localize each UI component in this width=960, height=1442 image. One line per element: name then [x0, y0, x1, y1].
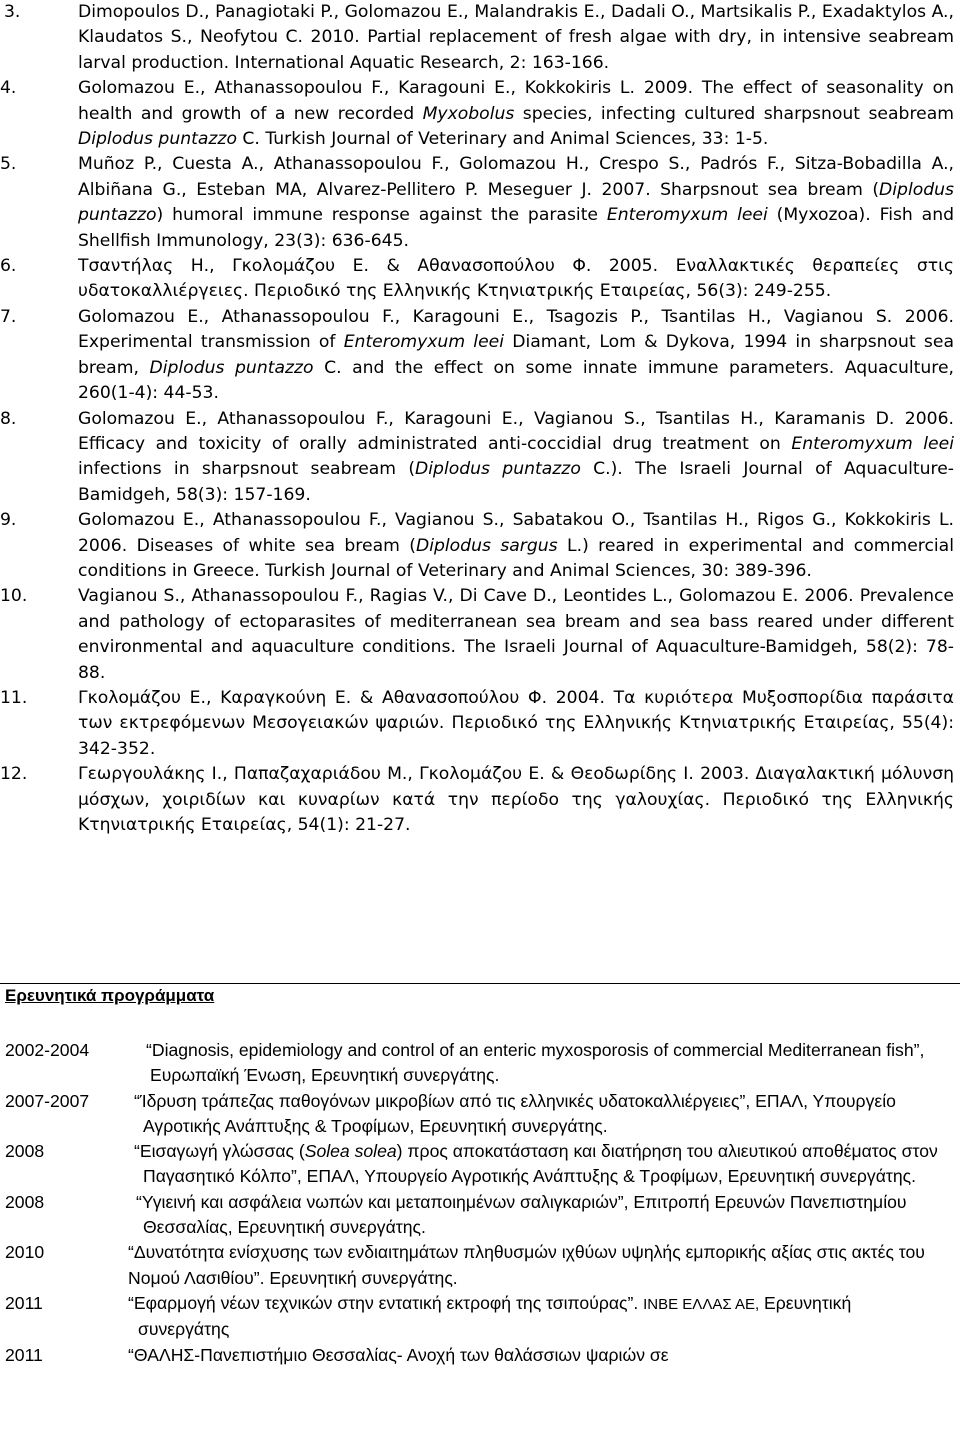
project-years: 2011 [5, 1344, 43, 1365]
italic-text: Enteromyxum leei [791, 433, 954, 454]
project-item [0, 1291, 960, 1343]
text-run: “Εισαγωγή γλώσσας ( [134, 1141, 305, 1162]
text-run: Vagianou S., Athanassopoulou F., Ragias V., Di Cave D., Leontides L., Golomazou E. 2006. Prevalence and pathology of ectoparasites of mediterranean sea bream and sea bass reared under different environmental and aquaculture conditions. The Israeli Journal of Aquaculture-Bamidgeh, 58(2): 78-88. [78, 586, 954, 683]
text-run: Γκολομάζου Ε., Καραγκούνη Ε. & Αθανασοπούλου Φ. 2004. Τα κυριότερα Μυξοσπορίδια παράσιτα των εκτρεφόμενων Μεσογειακών ψαριών. Περιοδικό της Ελληνικής Κτηνιατρικής Εταιρείας, 55(4): 342-352. [78, 687, 954, 759]
text-run: C. Turkish Journal of Veterinary and Animal Sciences, 33: 1-5. [236, 129, 769, 150]
text-run: infections in sharpsnout seabream ( [78, 459, 416, 480]
project-description [134, 1089, 942, 1140]
text-run: species, infecting cultured sharpsnout seabream [514, 103, 954, 124]
reference-text [78, 2, 954, 73]
project-item [0, 1343, 960, 1368]
reference-item [0, 76, 960, 152]
project-years: 2008 [5, 1141, 45, 1162]
project-item [0, 1038, 960, 1089]
reference-item [0, 152, 960, 254]
reference-text [78, 409, 954, 505]
italic-text: Solea solea [304, 1141, 397, 1162]
text-run: Γεωργουλάκης Ι., Παπαζαχαριάδου Μ., Γκολομάζου Ε. & Θεοδωρίδης Ι. 2003. Διαγαλακτική μόλυνση μόσχων, χοιριδίων και κυναρίων κατά την περίοδο της γαλουχίας. Περιοδικό της Ελληνικής Κτηνιατρικής Εταιρείας, 54(1): 21-27. [78, 764, 954, 835]
project-description [136, 1190, 942, 1241]
section-divider [0, 983, 960, 984]
reference-text [78, 688, 954, 759]
italic-text: Diplodus puntazzo [78, 129, 237, 150]
section-title: Ερευνητικά προγράμματα [5, 986, 215, 1005]
project-description [134, 1139, 942, 1190]
reference-text [78, 256, 954, 301]
italic-text: Myxobolus [422, 103, 515, 124]
project-years: 2002-2004 [5, 1040, 90, 1060]
reference-text [78, 764, 954, 835]
italic-text: Enteromyxum leei [343, 332, 504, 353]
reference-item [0, 305, 960, 407]
reference-text [78, 78, 954, 149]
italic-text: Diplodus puntazzo [78, 179, 954, 226]
reference-number: 12. [0, 764, 28, 785]
reference-number: 7. [0, 306, 17, 327]
text-run: “Υγιεινή και ασφάλεια νωπών και μεταποιημένων σαλιγκαριών”, Επιτροπή Ερευνών Πανεπιστημίου Θεσσαλίας, Ερευνητική συνεργάτης. [136, 1191, 907, 1238]
project-item [0, 1190, 960, 1241]
text-run: Golomazou E., Athanassopoulou F., Vagianou S., Sabatakou O., Tsantilas H., Rigos G., Kokkokiris L. 2006. Diseases of white sea bream ( [78, 510, 954, 556]
reference-number: 6. [0, 256, 17, 277]
reference-item [0, 762, 960, 838]
text-run: C.). The Israeli Journal of Aquaculture-Bamidgeh, 58(3): 157-169. [78, 459, 954, 505]
reference-item [0, 254, 960, 305]
text-run: Dimopoulos D., Panagiotaki P., Golomazou E., Malandrakis E., Dadali O., Martsikalis P., Exadaktylos A., Klaudatos S., Neofytou C. 2010. Partial replacement of fresh algae with dry, in intensive seabream larval production. International Aquatic Research, 2: 163-166. [78, 2, 954, 73]
text-run: (Myxozoa). Fish and Shellfish Immunology, 23(3): 636-645. [78, 205, 954, 251]
text-run: Ερευνητική συνεργάτης [138, 1292, 852, 1340]
reference-text [78, 307, 954, 403]
text-run: “ΘΑΛΗΣ-Πανεπιστήμιο Θεσσαλίας- Ανοχή των θαλάσσιων ψαριών σε [128, 1344, 669, 1365]
project-years: 2007-2007 [5, 1090, 90, 1111]
text-run: C. and the effect on some innate immune parameters. Aquaculture, 260(1-4): 44-53. [78, 357, 955, 404]
text-run: INBE ΕΛΛΑΣ ΑΕ, [643, 1295, 760, 1313]
text-run: Muñoz P., Cuesta A., Athanassopoulou F., Golomazou H., Crespo S., Padrós F., Sitza-Bobadilla A., Albiñana G., Esteban MA, Alvarez-Pellitero P. Meseguer J. 2007. Sharpsnout sea bream ( [78, 154, 954, 200]
italic-text: Diplodus puntazzo [415, 459, 581, 480]
text-run: ) προς αποκατάσταση και διατήρηση του αλιευτικού αποθέματος στον Παγασητικό Κόλπο”, ΕΠΑΛ, Υπουργείο Αγροτικής Ανάπτυξης & Τροφίμων, Ερευνητική συνεργάτης. [143, 1141, 938, 1187]
reference-number: 9. [0, 510, 17, 531]
project-years: 2010 [5, 1242, 45, 1263]
reference-item [0, 407, 960, 509]
reference-item [0, 0, 960, 76]
text-run: Golomazou E., Athanassopoulou F., Karagouni E., Vagianou S., Tsantilas H., Karamanis D. 2006. Efficacy and toxicity of orally administrated anti-coccidial drug treatment on [78, 408, 954, 454]
reference-number: 11. [0, 687, 28, 708]
project-item [0, 1240, 960, 1291]
text-run: Golomazou E., Athanassopoulou F., Karagouni E., Tsagozis P., Tsantilas H., Vagianou S. 2006. Experimental transmission of [78, 306, 954, 353]
text-run: Τσαντήλας Η., Γκολομάζου Ε. & Αθανασοπούλου Φ. 2005. Εναλλακτικές θεραπείες στις υδατοκαλλιέργειες. Περιοδικό της Ελληνικής Κτηνιατρικής Εταιρείας, 56(3): 249-255. [78, 256, 954, 302]
reference-number: 4. [0, 78, 17, 99]
project-years: 2008 [5, 1191, 45, 1212]
project-description [146, 1038, 942, 1089]
text-run: “Δυνατότητα ενίσχυσης των ενδιαιτημάτων πληθυσμών ιχθύων υψηλής εμπορικής αξίας στις ακτές του Νομού Λασιθίου”. Ερευνητική συνεργάτης. [128, 1242, 925, 1288]
text-run: ) humoral immune response against the parasite [156, 205, 607, 226]
project-item [0, 1139, 960, 1190]
italic-text: Diplodus sargus [415, 535, 558, 556]
project-item [0, 1089, 960, 1140]
project-description [128, 1240, 942, 1291]
reference-number: 3. [4, 2, 21, 22]
italic-text: Enteromyxum leei [606, 205, 768, 226]
project-description [128, 1343, 942, 1368]
reference-item [0, 686, 960, 762]
project-years: 2011 [5, 1292, 43, 1313]
text-run: “Diagnosis, epidemiology and control of an enteric myxosporosis of commercial Mediterranean fish”, Ευρωπαϊκή Ένωση, Ερευνητική συνεργάτης. [146, 1040, 925, 1086]
text-run: “Ίδρυση τράπεζας παθογόνων μικροβίων από τις ελληνικές υδατοκαλλιέργειες”, ΕΠΑΛ, Υπουργείο Αγροτικής Ανάπτυξης & Τροφίμων, Ερευνητική συνεργάτης. [134, 1090, 896, 1136]
text-run: L.) reared in experimental and commercial conditions in Greece. Turkish Journal of Veterinary and Animal Sciences, 30: 389-396. [78, 535, 954, 581]
reference-number: 10. [0, 586, 28, 607]
projects-list [0, 1038, 960, 1368]
text-run: Diamant, Lom & Dykova, 1994 in sharpsnout sea bream, [78, 332, 954, 378]
italic-text: Diplodus puntazzo [149, 357, 314, 378]
reference-item [0, 508, 960, 584]
text-run: Golomazou E., Athanassopoulou F., Karagouni E., Kokkokiris L. 2009. The effect of seasonality on health and growth of a new recorded [78, 78, 954, 124]
reference-number: 5. [0, 154, 17, 175]
text-run: “Εφαρμογή νέων τεχνικών στην εντατική εκτροφή της τσιπούρας”. [128, 1292, 644, 1313]
project-description [128, 1291, 942, 1343]
reference-text [78, 586, 954, 682]
reference-number: 8. [0, 408, 17, 429]
reference-text [78, 154, 954, 250]
reference-item [0, 584, 960, 686]
reference-text [78, 510, 954, 581]
